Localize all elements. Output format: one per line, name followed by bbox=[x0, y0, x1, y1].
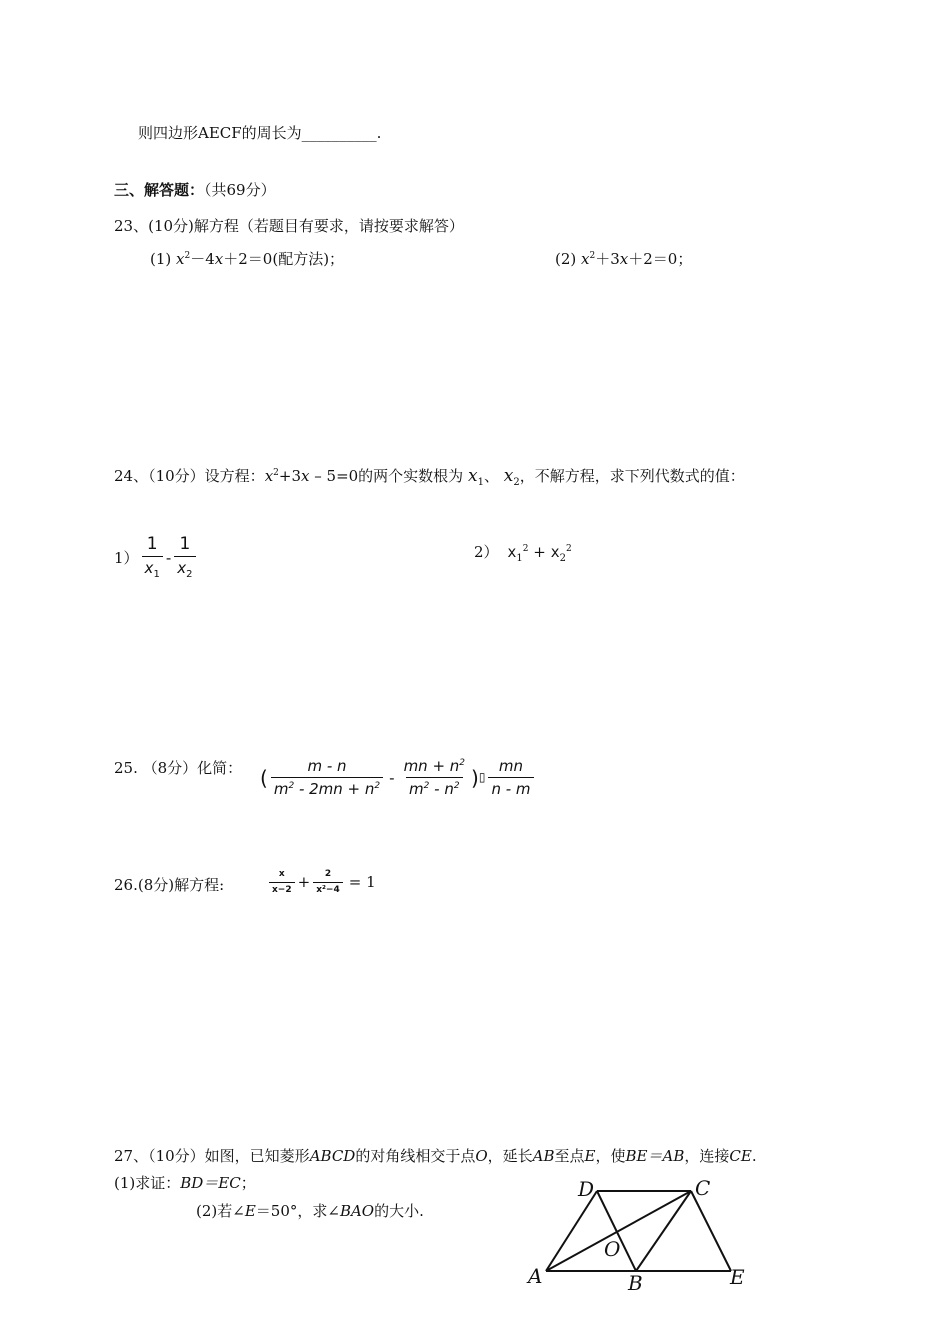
q24-p2-label: 2） bbox=[474, 543, 499, 561]
q24-p1-num2: 1 bbox=[179, 534, 191, 554]
q24-p2-plus: + bbox=[533, 543, 546, 561]
q26-frac1-num: x bbox=[278, 869, 285, 879]
q25-frac1-num: m - n bbox=[307, 757, 347, 775]
label-o: O bbox=[604, 1237, 621, 1261]
q27-p2-b: ＝50°，求∠ bbox=[255, 1202, 340, 1220]
label-e: E bbox=[730, 1265, 745, 1289]
q24-root2: x bbox=[503, 466, 514, 486]
q25-frac2-den-sq1: 2 bbox=[423, 781, 430, 791]
q22-blank: __________ bbox=[301, 124, 377, 142]
q24-p1-den1-x: x bbox=[144, 559, 154, 578]
q24-p2-a-sup: 2 bbox=[522, 544, 529, 554]
q25-close-paren: ) bbox=[471, 765, 479, 790]
q23-p1-rest2: ＋2＝0(配方法)； bbox=[223, 250, 345, 268]
segment-bc bbox=[636, 1191, 691, 1271]
q24-p1-minus: - bbox=[165, 548, 172, 567]
q27-abcd: ABCD bbox=[309, 1147, 356, 1165]
q24-mid2: – 5=0的两个实数根为 bbox=[309, 467, 464, 485]
q24-suffix: ，不解方程，求下列代数式的值： bbox=[519, 467, 745, 485]
q23-p2-x: x bbox=[581, 250, 590, 268]
q27-l1-g: . bbox=[751, 1147, 757, 1165]
q24-root1: x bbox=[467, 466, 478, 486]
q27-p1-end: ； bbox=[240, 1174, 256, 1192]
q27-ab: AB bbox=[532, 1147, 555, 1165]
q27-l1-e: ，使 bbox=[595, 1147, 626, 1165]
q24-prefix: 24、（10分）设方程： bbox=[114, 467, 265, 485]
q23-p2-sup: 2 bbox=[589, 251, 596, 261]
q27-p2-c: 的大小. bbox=[374, 1202, 424, 1220]
q25-frac3-num: mn bbox=[498, 757, 524, 775]
q23-p1-x2: x bbox=[214, 250, 224, 268]
q27-p2-a: (2)若∠ bbox=[196, 1202, 245, 1220]
q25-label: 25. （8分）化简： bbox=[114, 759, 243, 777]
q27-l1-f: ，连接 bbox=[684, 1147, 730, 1165]
q25-frac1-den-b: - 2mn + n bbox=[294, 780, 375, 798]
q25-frac1-den-sq1: 2 bbox=[288, 781, 295, 791]
q23-p1-rest1: －4 bbox=[190, 250, 215, 268]
q23-p2-label: (2) bbox=[555, 250, 577, 268]
q27-p1-label: (1)求证： bbox=[114, 1174, 181, 1192]
q27-l1-a: 27、（10分）如图，已知菱形 bbox=[114, 1147, 310, 1165]
q22-text: 则四边形AECF的周长为 bbox=[138, 124, 302, 142]
q25-open-paren: ( bbox=[260, 765, 268, 790]
q24-mid1: +3 bbox=[278, 467, 302, 485]
q26-equals-one: = 1 bbox=[348, 873, 376, 892]
section3-title: 三、解答题： bbox=[114, 181, 205, 199]
q25-frac2-num-a: mn + n bbox=[403, 757, 460, 775]
q24-p1-den2-sub: 2 bbox=[186, 569, 193, 581]
q24-p2-b-sub: 2 bbox=[559, 553, 567, 564]
q23-header: 23、(10分)解方程（若题目有要求，请按要求解答） bbox=[114, 217, 464, 235]
q27-l1-c: ，延长 bbox=[487, 1147, 533, 1165]
q24-p2-b: x bbox=[550, 543, 560, 561]
q24-x2: x bbox=[301, 467, 310, 485]
q24-p2-b-sup: 2 bbox=[566, 544, 572, 554]
q23-p1-x: x bbox=[176, 250, 185, 268]
q25-frac1-den-a: m bbox=[273, 780, 289, 798]
q26-plus: + bbox=[297, 873, 311, 892]
q26-frac2-den: x²−4 bbox=[313, 882, 343, 896]
q27-p2-bao: BAO bbox=[339, 1202, 375, 1220]
q25-frac3-den: n - m bbox=[488, 777, 533, 798]
q23-p2-rest2: ＋2＝0； bbox=[628, 250, 693, 268]
label-d: D bbox=[578, 1177, 595, 1201]
q27-ce: CE bbox=[729, 1147, 752, 1165]
q26-label: 26.(8分)解方程: bbox=[114, 876, 225, 894]
q24-p1-den1-sub: 1 bbox=[153, 569, 160, 581]
q26-frac2-num: 2 bbox=[324, 869, 332, 879]
q24-root2-sub: 2 bbox=[513, 477, 520, 488]
q27-p2-e: E bbox=[244, 1202, 256, 1220]
q25-frac1-den-sq2: 2 bbox=[374, 781, 381, 791]
section3-score: （共69分） bbox=[204, 181, 276, 199]
q25-operator: ▯ bbox=[478, 770, 486, 785]
q27-be-ab: BE＝AB bbox=[625, 1147, 685, 1165]
q24-sep: 、 bbox=[483, 467, 499, 485]
q24-p1-den2-x: x bbox=[177, 559, 187, 578]
q26-frac1-den: x−2 bbox=[269, 882, 295, 896]
q24-x: x bbox=[264, 467, 274, 485]
q27-l1-d: 至点 bbox=[554, 1147, 585, 1165]
q27-e: E bbox=[584, 1147, 596, 1165]
label-b: B bbox=[628, 1271, 643, 1295]
q27-o: O bbox=[475, 1147, 488, 1165]
label-c: C bbox=[695, 1176, 711, 1200]
q25-frac2-den-sq2: 2 bbox=[453, 781, 460, 791]
q23-p1-sup: 2 bbox=[184, 251, 191, 261]
q25-frac2-den-b: - n bbox=[429, 780, 454, 798]
segment-ce bbox=[691, 1191, 731, 1271]
q22-end: . bbox=[376, 124, 382, 142]
segment-ad bbox=[546, 1191, 597, 1271]
q24-root1-sub: 1 bbox=[477, 477, 484, 488]
q27-p1-math: BD＝EC bbox=[180, 1174, 241, 1192]
q24-p2-a-sub: 1 bbox=[516, 553, 523, 564]
q23-p2-rest1: ＋3 bbox=[595, 250, 620, 268]
q27-l1-b: 的对角线相交于点 bbox=[355, 1147, 476, 1165]
q24-sup: 2 bbox=[273, 468, 279, 478]
q23-p2-x2: x bbox=[619, 250, 629, 268]
q25-frac2-num-sq: 2 bbox=[459, 758, 466, 768]
label-a: A bbox=[528, 1264, 543, 1288]
q23-p1-label: (1) bbox=[150, 250, 172, 268]
q25-frac2-den-a: m bbox=[409, 780, 424, 798]
q24-p2-a: x bbox=[507, 543, 517, 561]
q24-p1-label: 1） bbox=[114, 548, 139, 567]
q24-p1-num1: 1 bbox=[146, 534, 158, 554]
q25-minus: - bbox=[389, 768, 395, 787]
